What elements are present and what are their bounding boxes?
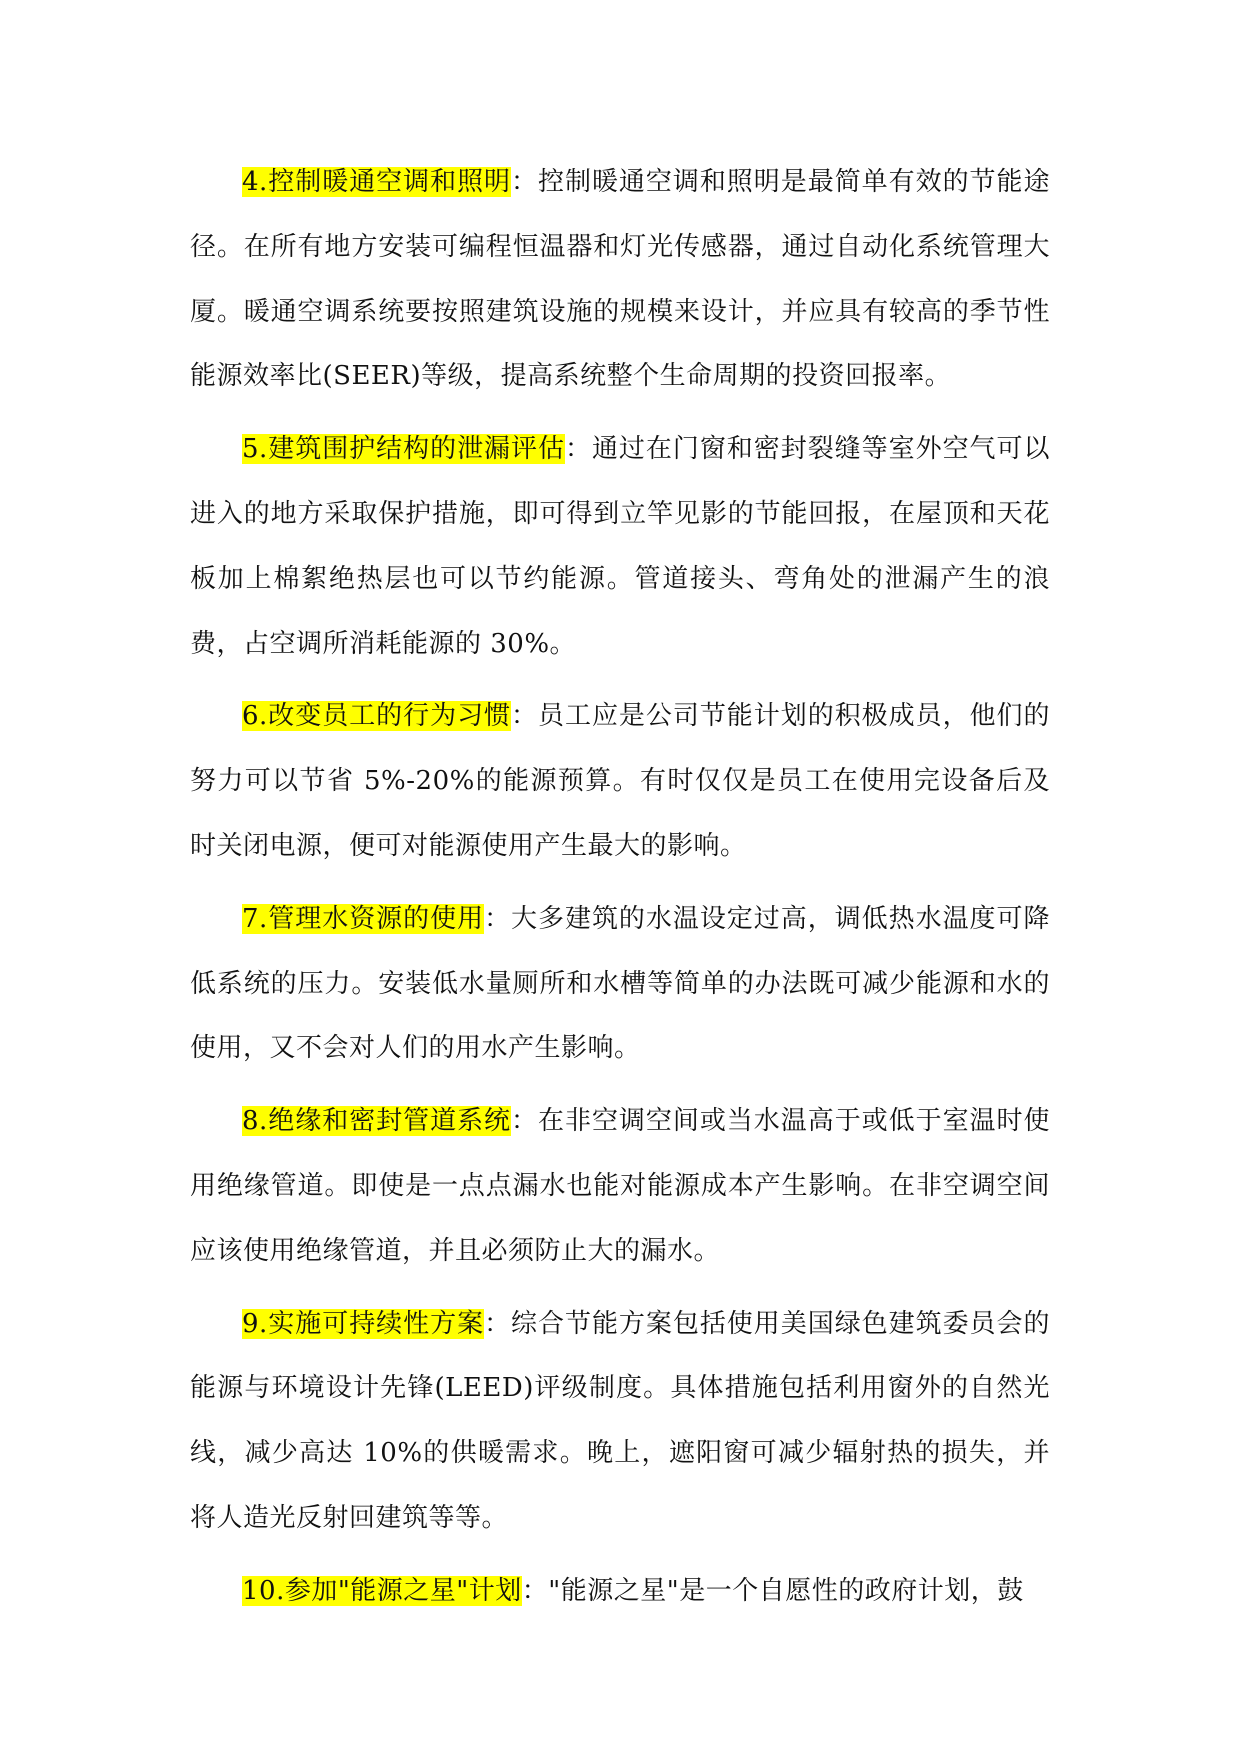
paragraph-heading-highlight: 4.控制暖通空调和照明 (242, 167, 512, 197)
paragraph-heading-highlight: 9.实施可持续性方案 (242, 1308, 485, 1339)
paragraph-body-text: ：通过在门窗和密封裂缝等室外空气可以进入的地方采取保护措施，即可得到立竿见影的节能回报，在屋顶和天花板加上棉絮绝热层也可以节约能源。管道接头、弯角处的泄漏产生的浪费，占空调所消耗能源的 30%。 (190, 434, 1050, 659)
paragraph-heading-highlight: 8.绝缘和密封管道系统 (242, 1106, 512, 1137)
paragraph-body-text: ："能源之星"是一个自愿性的政府计划，鼓 (521, 1575, 1024, 1606)
paragraph-heading-highlight: 6.改变员工的行为习惯 (242, 701, 512, 732)
paragraph-item-10 (190, 1559, 1050, 1624)
paragraph-item-5 (190, 417, 1050, 676)
paragraph-heading-highlight: 10.参加"能源之星"计划 (242, 1575, 522, 1606)
paragraph-body-text: ：控制暖通空调和照明是最简单有效的节能途径。在所有地方安装可编程恒温器和灯光传感器，通过自动化系统管理大厦。暖通空调系统要按照建筑设施的规模来设计，并应具有较高的季节性能源效率比(SEER)等级，提高系统整个生命周期的投资回报率。 (190, 167, 1050, 392)
paragraph-body-text: ：在非空调空间或当水温高于或低于室温时使用绝缘管道。即使是一点点漏水也能对能源成本产生影响。在非空调空间应该使用绝缘管道，并且必须防止大的漏水。 (190, 1106, 1050, 1266)
paragraph-heading-highlight: 5.建筑围护结构的泄漏评估 (242, 434, 565, 465)
paragraph-body-text: ：员工应是公司节能计划的积极成员，他们的努力可以节省 5%-20%的能源预算。有时仅仅是员工在使用完设备后及时关闭电源，便可对能源使用产生最大的影响。 (190, 701, 1050, 861)
paragraph-heading-highlight: 7.管理水资源的使用 (242, 903, 485, 934)
document-body (190, 150, 1050, 1632)
paragraph-item-6 (190, 684, 1050, 878)
paragraph-item-7 (190, 887, 1050, 1081)
paragraph-item-4 (190, 150, 1050, 409)
paragraph-item-9 (190, 1292, 1050, 1551)
paragraph-body-text: ：综合节能方案包括使用美国绿色建筑委员会的能源与环境设计先锋(LEED)评级制度。具体措施包括利用窗外的自然光线，减少高达 10%的供暖需求。晚上，遮阳窗可减少辐射热的损失，并将人造光反射回建筑等等。 (190, 1308, 1050, 1533)
paragraph-item-8 (190, 1089, 1050, 1283)
paragraph-body-text: ：大多建筑的水温设定过高，调低热水温度可降低系统的压力。安装低水量厕所和水槽等简单的办法既可减少能源和水的使用，又不会对人们的用水产生影响。 (190, 903, 1050, 1064)
